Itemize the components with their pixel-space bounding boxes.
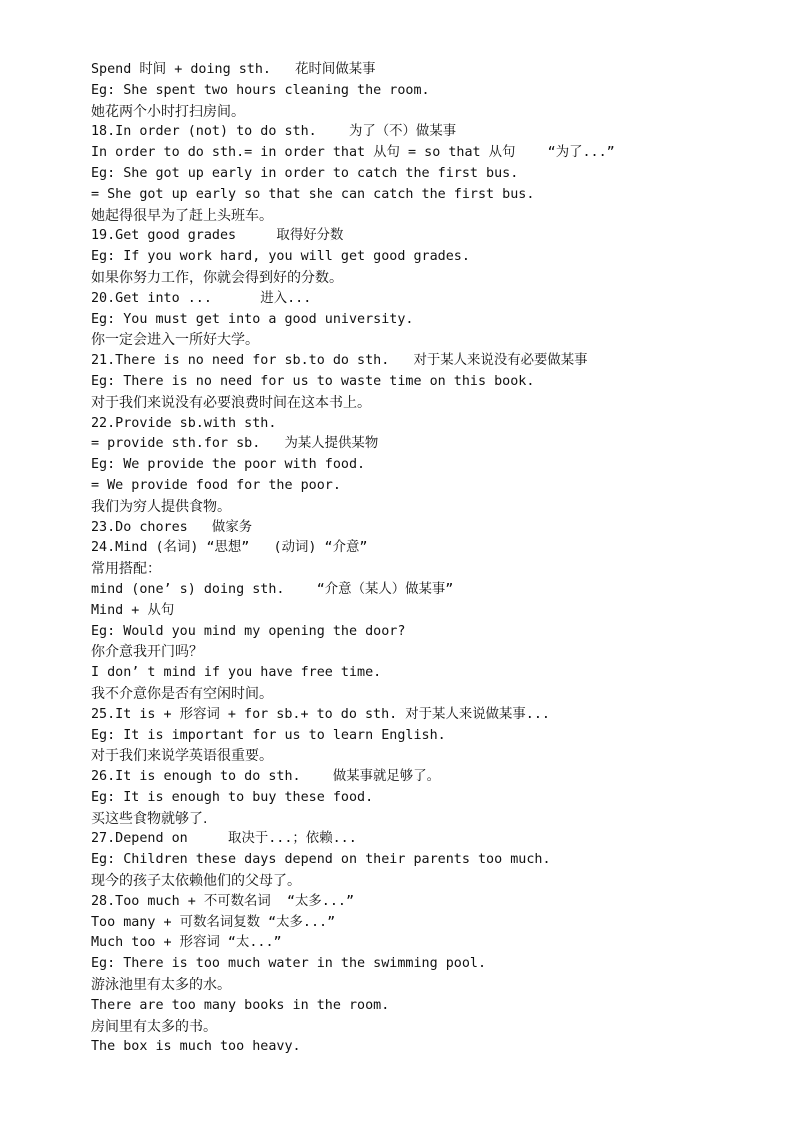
- text-line: Eg: If you work hard, you will get good grades.: [91, 249, 470, 265]
- text-line: 买这些食物就够了.: [91, 810, 208, 827]
- text-line: 对于我们来说没有必要浪费时间在这本书上。: [91, 394, 371, 411]
- text-line: 24.Mind (名词) “思想” (动词) “介意”: [91, 540, 368, 556]
- text-line: I don’ t mind if you have free time.: [91, 665, 382, 681]
- text-line: Eg: Would you mind my opening the door?: [91, 623, 406, 639]
- text-line: 28.Too much + 不可数名词 “太多...”: [91, 893, 355, 909]
- text-line: = provide sth.for sb. 为某人提供某物: [91, 436, 379, 452]
- text-line: 21.There is no need for sb.to do sth. 对于某人来说没有必要做某事: [91, 353, 588, 369]
- text-line: 27.Depend on 取决于...；依赖...: [91, 831, 357, 847]
- text-line: Eg: We provide the poor with food.: [91, 457, 366, 473]
- text-line: 对于我们来说学英语很重要。: [91, 748, 273, 765]
- text-line: Too many + 可数名词复数 “太多...”: [91, 914, 336, 930]
- text-line: 我不介意你是否有空闲时间。: [91, 685, 273, 702]
- text-line: 23.Do chores 做家务: [91, 519, 253, 535]
- text-line: 19.Get good grades 取得好分数: [91, 228, 344, 244]
- text-line: Much too + 形容词 “太...”: [91, 935, 282, 951]
- text-line: Eg: There is too much water in the swimming pool.: [91, 956, 487, 972]
- text-line: 25.It is + 形容词 + for sb.+ to do sth. 对于某人来说做某事...: [91, 706, 550, 722]
- text-line: Eg: She spent two hours cleaning the room.: [91, 82, 430, 98]
- text-line: 房间里有太多的书。: [91, 1018, 217, 1035]
- text-line: Spend 时间 + doing sth. 花时间做某事: [91, 62, 376, 77]
- text-line: Eg: Children these days depend on their parents too much.: [91, 852, 551, 868]
- text-line: 你一定会进入一所好大学。: [91, 332, 259, 349]
- text-line: 22.Provide sb.with sth.: [91, 415, 277, 431]
- text-line: 18.In order (not) to do sth. 为了（不）做某事: [91, 124, 457, 140]
- text-line: 她花两个小时打扫房间。: [91, 103, 245, 120]
- text-line: 她起得很早为了赶上头班车。: [91, 207, 273, 224]
- text-line: 20.Get into ... 进入...: [91, 290, 312, 306]
- text-line: The box is much too heavy.: [91, 1039, 301, 1055]
- text-line: Eg: You must get into a good university.: [91, 311, 414, 327]
- text-line: = We provide food for the poor.: [91, 477, 341, 493]
- text-line: 游泳池里有太多的水。: [91, 977, 231, 994]
- text-line: 26.It is enough to do sth. 做某事就足够了。: [91, 769, 440, 785]
- text-line: Eg: It is enough to buy these food.: [91, 789, 374, 805]
- document-page: [91, 60, 771, 1058]
- text-line: 你介意我开门吗？: [91, 644, 203, 661]
- text-line: mind (one’ s) doing sth. “介意（某人）做某事”: [91, 581, 454, 597]
- text-line: There are too many books in the room.: [91, 997, 390, 1013]
- text-line: 现今的孩子太依赖他们的父母了。: [91, 873, 301, 890]
- text-line: Mind + 从句: [91, 602, 175, 618]
- text-line: 我们为穷人提供食物。: [91, 498, 231, 515]
- text-line: 如果你努力工作，你就会得到好的分数。: [91, 269, 343, 286]
- text-line: Eg: She got up early in order to catch the first bus.: [91, 165, 519, 181]
- text-line: = She got up early so that she can catch the first bus.: [91, 186, 535, 202]
- text-line: 常用搭配：: [91, 561, 161, 578]
- text-line: In order to do sth.= in order that 从句 = so that 从句 “为了...”: [91, 145, 615, 161]
- text-line: Eg: There is no need for us to waste time on this book.: [91, 373, 535, 389]
- text-line: Eg: It is important for us to learn English.: [91, 727, 446, 743]
